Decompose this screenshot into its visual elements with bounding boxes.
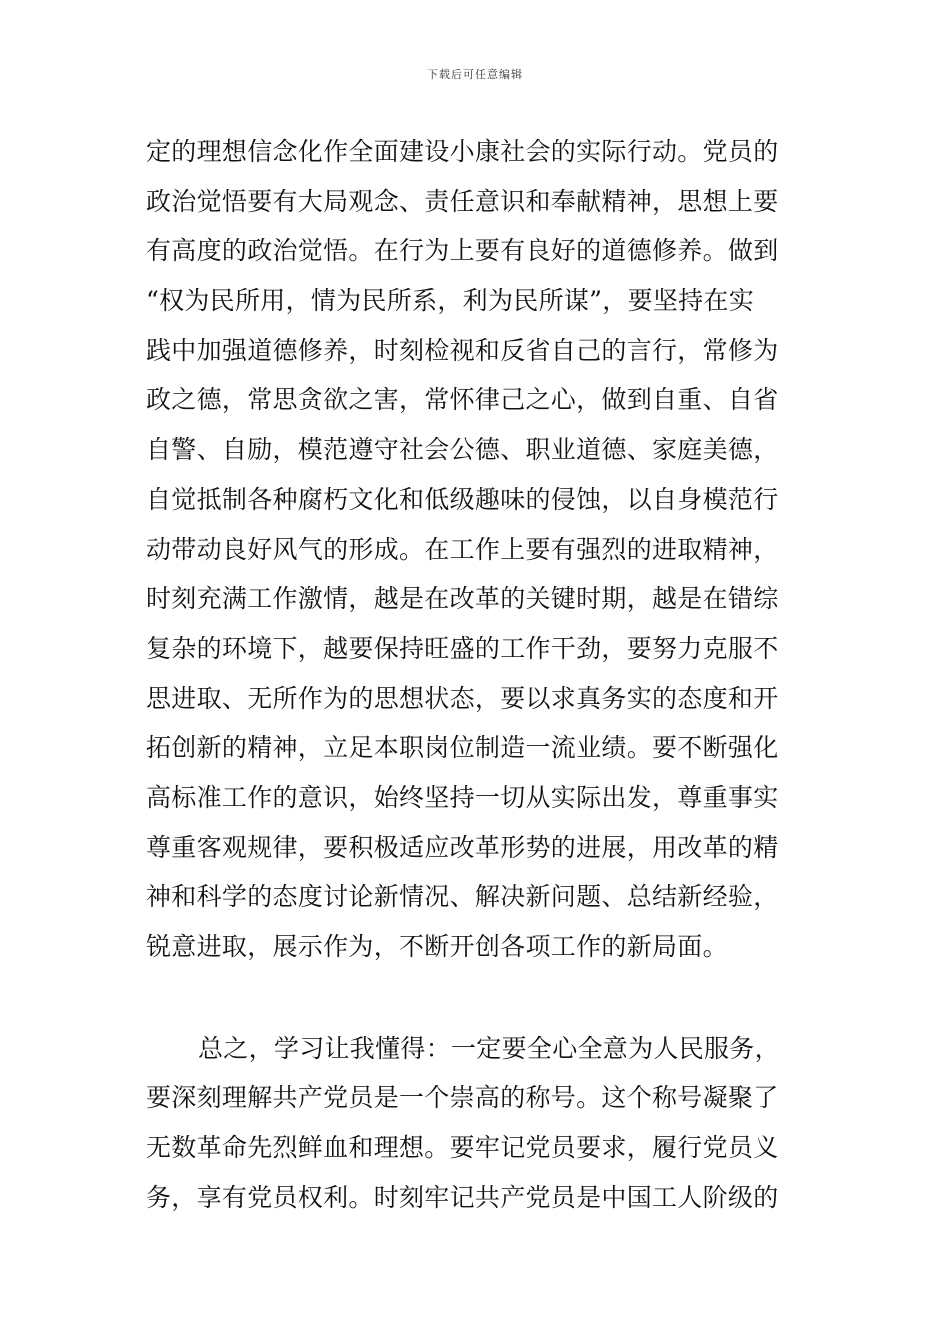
text-line: 自觉抵制各种腐朽文化和低级趣味的侵蚀，以自身模范行	[146, 484, 779, 514]
paragraph-2	[146, 1024, 808, 1223]
paragraph-gap	[146, 972, 808, 1024]
text-line: 锐意进取，展示作为，不断开创各项工作的新局面。	[146, 932, 728, 961]
text-line: “权为民所用，情为民所系，利为民所谋”，要坚持在实	[146, 286, 755, 316]
text-line: 神和科学的态度讨论新情况、解决新问题、总结新经验，	[146, 882, 779, 912]
page-header: 下载后可任意编辑	[427, 68, 523, 81]
text-line-indented: 总之，学习让我懂得：一定要全心全意为人民服务，	[198, 1033, 780, 1063]
text-line: 时刻充满工作激情，越是在改革的关键时期，越是在错综	[146, 584, 779, 614]
text-line: 动带动良好风气的形成。在工作上要有强烈的进取精神，	[146, 534, 779, 564]
text-line: 政治觉悟要有大局观念、责任意识和奉献精神，思想上要	[146, 186, 779, 216]
text-line: 要深刻理解共产党员是一个崇高的称号。这个称号凝聚了	[146, 1083, 779, 1113]
document-body	[146, 127, 808, 1222]
text-line: 无数革命先烈鲜血和理想。要牢记党员要求，履行党员义	[146, 1133, 779, 1163]
text-line: 践中加强道德修养，时刻检视和反省自己的言行，常修为	[146, 335, 779, 365]
text-line: 政之德，常思贪欲之害，常怀律己之心，做到自重、自省	[146, 385, 779, 415]
text-line: 定的理想信念化作全面建设小康社会的实际行动。党员的	[146, 137, 779, 166]
text-line: 思进取、无所作为的思想状态，要以求真务实的态度和开	[146, 683, 779, 713]
text-line: 复杂的环境下，越要保持旺盛的工作干劲，要努力克服不	[146, 633, 779, 663]
text-line: 有高度的政治觉悟。在行为上要有良好的道德修养。做到	[146, 236, 779, 266]
text-line: 高标准工作的意识，始终坚持一切从实际出发，尊重事实	[146, 782, 779, 812]
text-line: 务，享有党员权利。时刻牢记共产党员是中国工人阶级的	[146, 1182, 779, 1212]
paragraph-1	[146, 127, 808, 972]
text-line: 自警、自励，模范遵守社会公德、职业道德、家庭美德，	[146, 435, 779, 465]
text-line: 尊重客观规律，要积极适应改革形势的进展，用改革的精	[146, 832, 779, 862]
text-line: 拓创新的精神，立足本职岗位制造一流业绩。要不断强化	[146, 733, 779, 763]
